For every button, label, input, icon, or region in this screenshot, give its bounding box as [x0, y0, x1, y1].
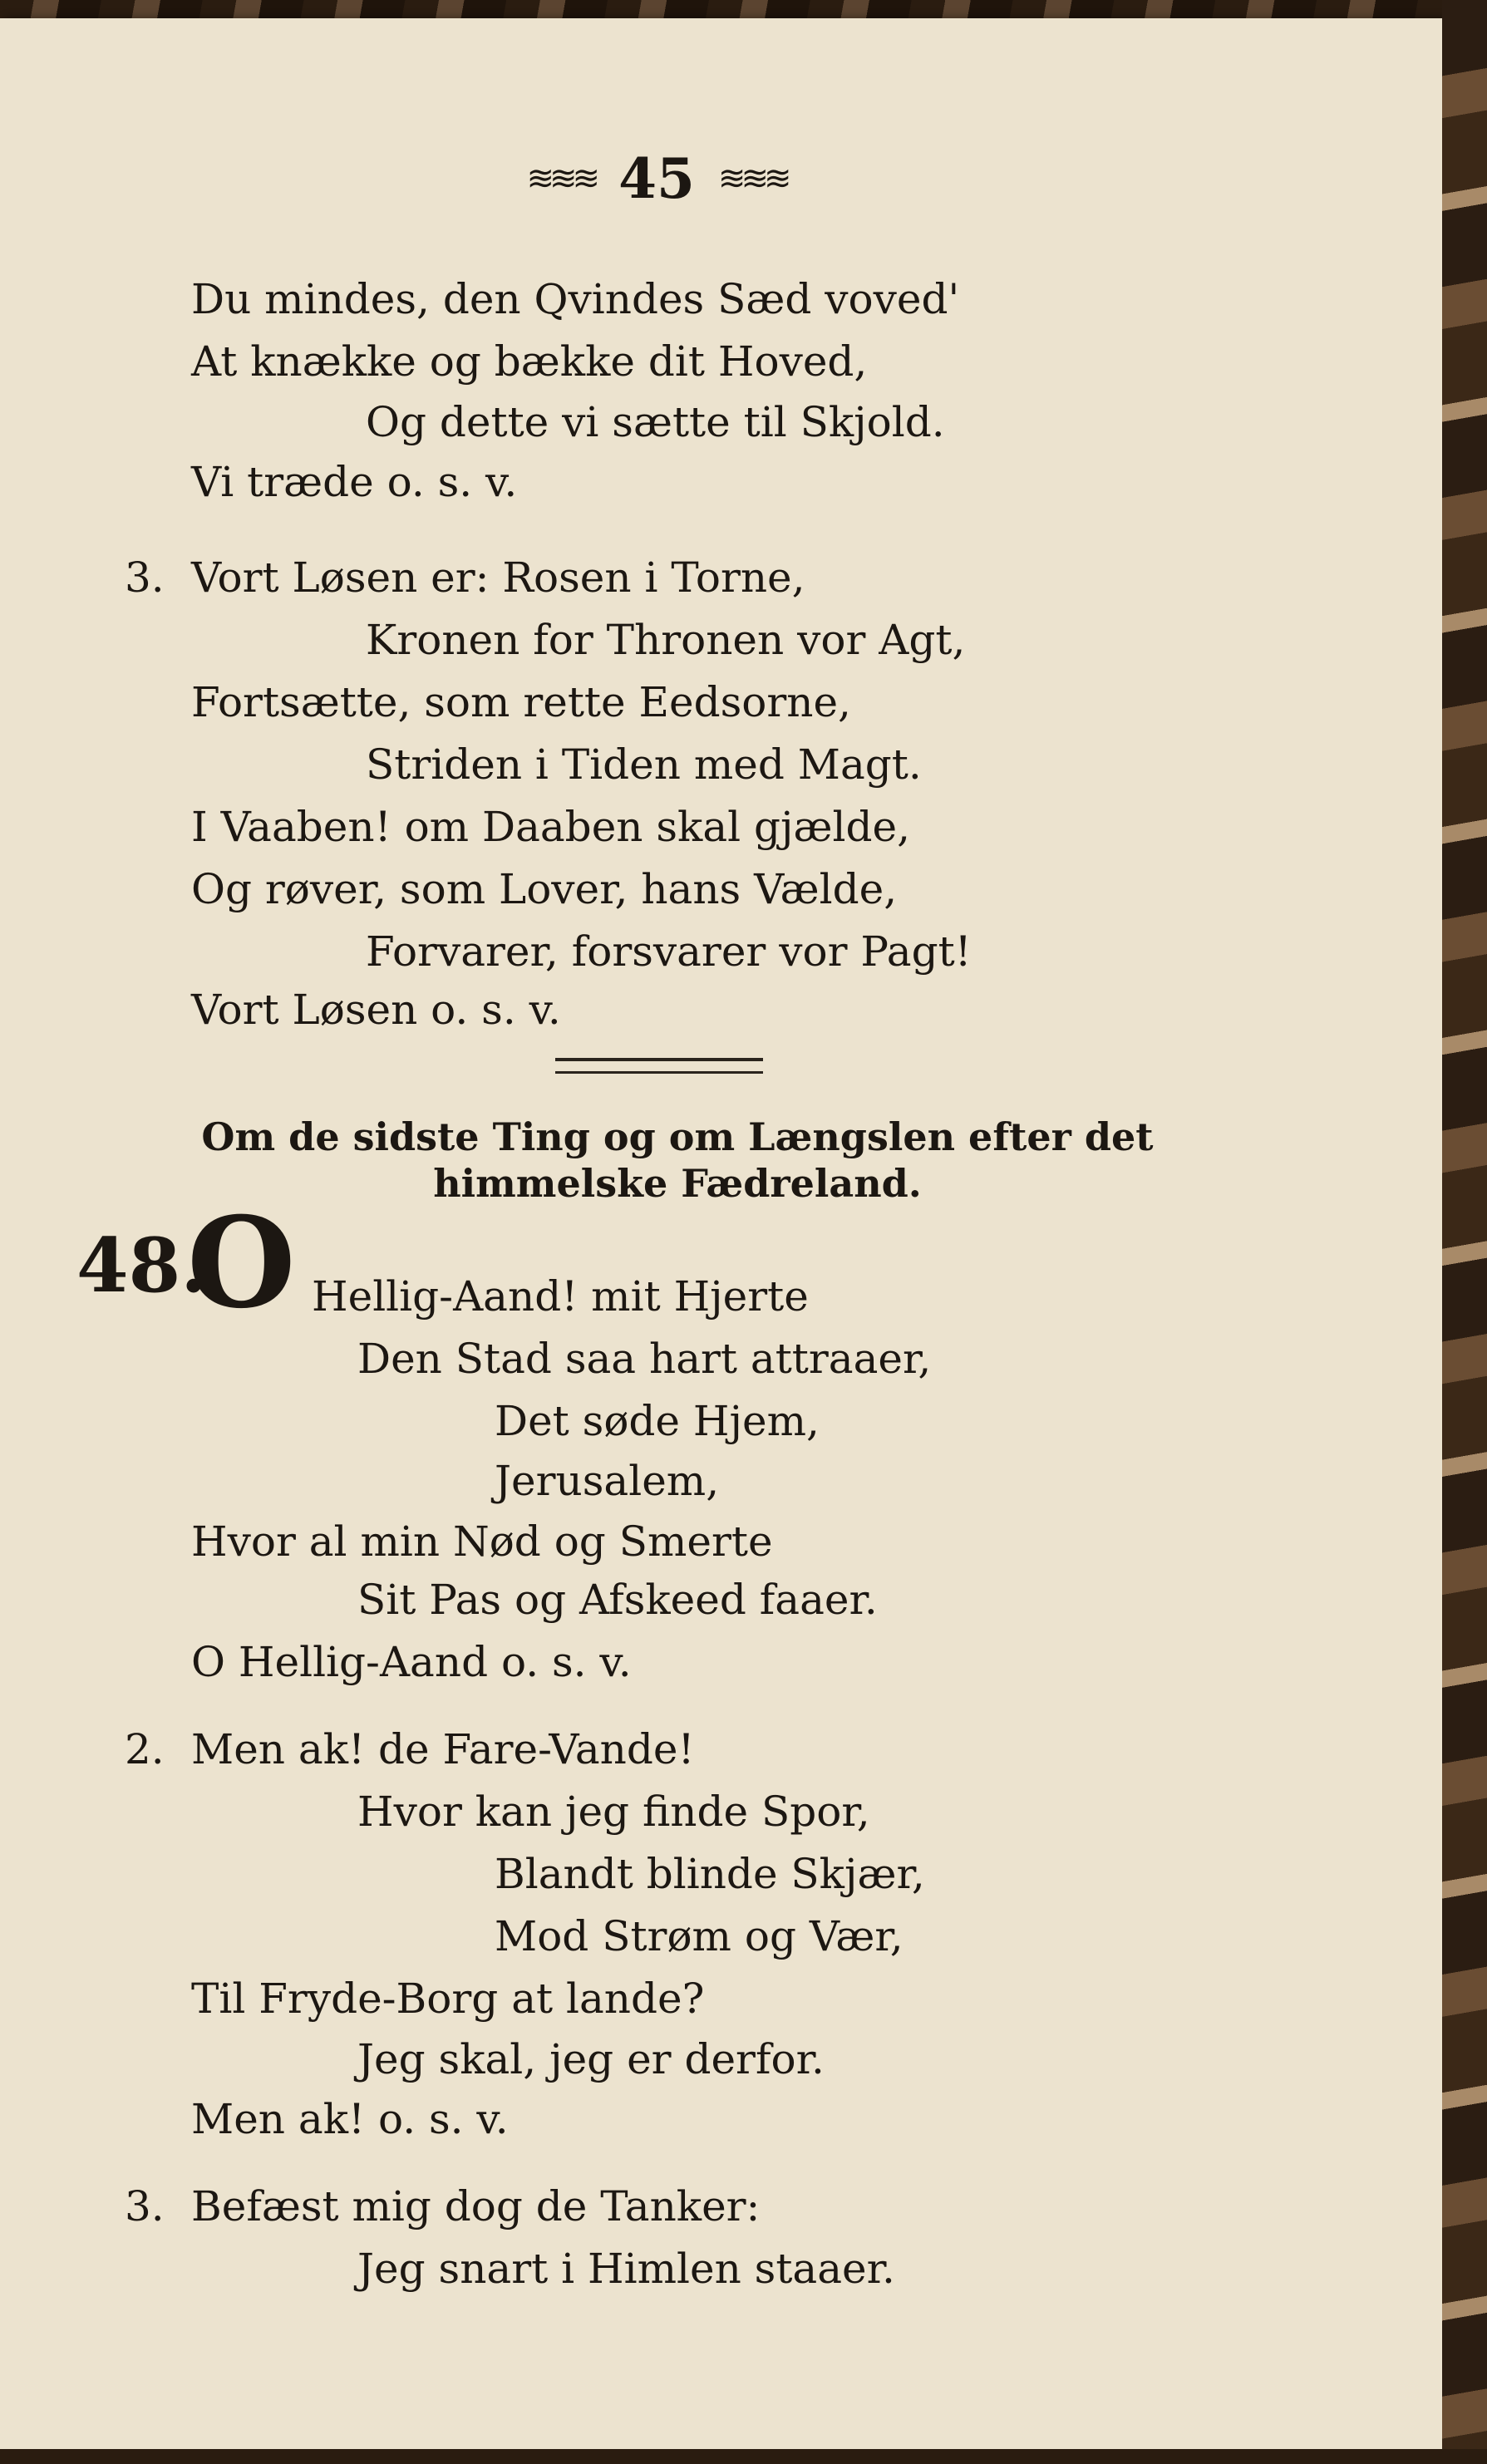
verse-line: Striden i Tiden med Magt. [366, 740, 922, 789]
verse-line: Vort Løsen o. s. v. [191, 986, 561, 1034]
verse-line: Og røver, som Lover, hans Vælde, [191, 865, 898, 913]
verse-line: Men ak! de Fare-Vande! [191, 1725, 695, 1773]
book-edge-top [0, 0, 1487, 18]
drop-cap: O [187, 1190, 296, 1336]
ornament-right-icon: ≋≋≋ [717, 160, 787, 198]
ornament-left-icon: ≋≋≋ [526, 160, 596, 198]
verse-line: Kronen for Thronen vor Agt, [366, 616, 966, 664]
verse-line: Men ak! o. s. v. [191, 2095, 509, 2143]
marbled-cover-edge [1442, 0, 1487, 2464]
verse-line: Forvarer, forsvarer vor Pagt! [366, 927, 972, 976]
verse-line: Jerusalem, [495, 1457, 720, 1505]
verse-line: Til Fryde-Borg at lande? [191, 1975, 705, 2023]
verse-line: Fortsætte, som rette Eedsorne, [191, 678, 851, 726]
stanza-number: 3. [125, 2182, 165, 2230]
section-heading-line: Om de sidste Ting og om Længslen efter det [201, 1114, 1154, 1159]
stanza-number: 2. [125, 1725, 165, 1773]
verse-line: Det søde Hjem, [495, 1397, 820, 1445]
verse-line: I Vaaben! om Daaben skal gjælde, [191, 803, 911, 851]
verse-line: Vort Løsen er: Rosen i Torne, [191, 553, 805, 602]
verse-line: Jeg snart i Himlen staaer. [357, 2245, 895, 2293]
verse-line: Jeg skal, jeg er derfor. [357, 2035, 825, 2083]
hymn-number: 48. [76, 1222, 207, 1310]
verse-line: Du mindes, den Qvindes Sæd voved' [191, 275, 960, 323]
verse-line: Hvor al min Nød og Smerte [191, 1517, 773, 1566]
section-divider [555, 1058, 763, 1074]
page-header [499, 141, 815, 216]
verse-line: Befæst mig dog de Tanker: [191, 2182, 761, 2230]
stanza-number: 3. [125, 553, 165, 602]
page-number: 45 [618, 146, 695, 211]
verse-line: Blandt blinde Skjær, [495, 1850, 925, 1898]
book-edge-bottom [0, 2449, 1487, 2464]
verse-line: At knække og bække dit Hoved, [191, 337, 868, 386]
verse-line: Hellig-Aand! mit Hjerte [312, 1272, 809, 1321]
verse-line: Mod Strøm og Vær, [495, 1912, 904, 1960]
verse-line: O Hellig-Aand o. s. v. [191, 1638, 632, 1686]
section-heading-line: himmelske Fædreland. [433, 1161, 922, 1206]
verse-line: Den Stad saa hart attraaer, [357, 1335, 932, 1383]
verse-line: Sit Pas og Afskeed faaer. [357, 1576, 878, 1624]
verse-line: Hvor kan jeg finde Spor, [357, 1788, 870, 1836]
verse-line: Og dette vi sætte til Skjold. [366, 398, 945, 446]
verse-line: Vi træde o. s. v. [191, 458, 518, 506]
